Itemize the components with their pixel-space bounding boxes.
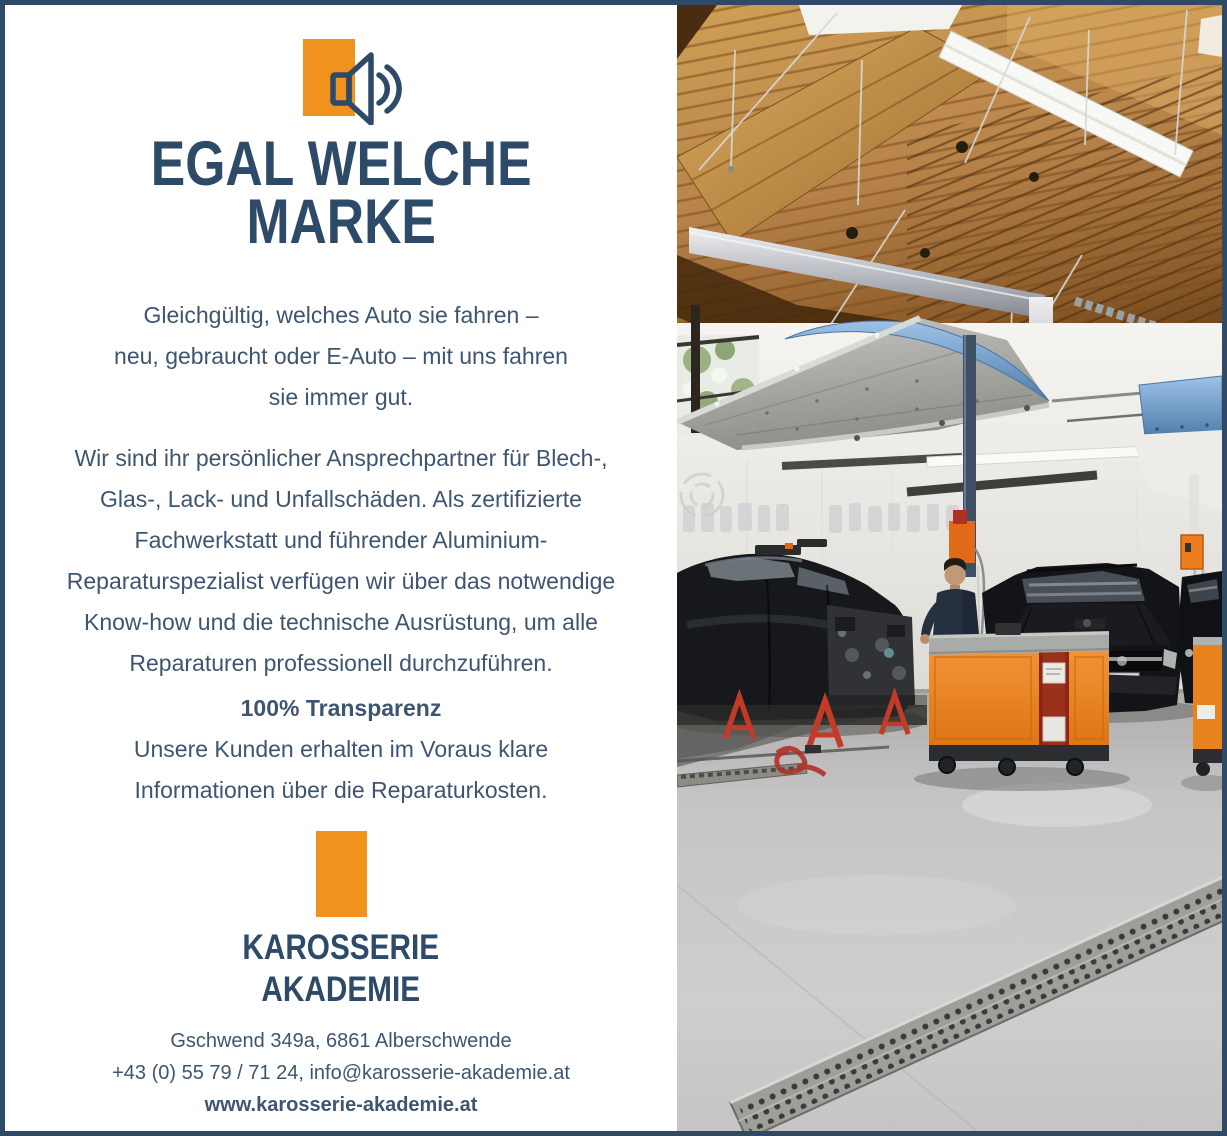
exposed-engine <box>827 605 915 711</box>
text-panel <box>5 5 677 1131</box>
logo-mark <box>316 831 367 917</box>
headline-line1: EGAL WELCHE <box>150 129 532 199</box>
brand-name <box>243 927 440 1011</box>
body-line: Glas-, Lack- und Unfallschäden. Als zertifizierte <box>100 486 582 512</box>
contact-block <box>112 1025 570 1121</box>
headline <box>150 129 532 257</box>
floor-part <box>805 745 821 753</box>
body-line: Know-how und die technische Ausrüstung, um alle <box>84 609 598 635</box>
speaker-icon <box>303 39 403 125</box>
body-line: Fachwerkstatt und führender Aluminium- <box>134 527 548 553</box>
body-line: Reparaturspezialist verfügen wir über das notwendige <box>66 568 616 594</box>
body-paragraph <box>67 438 615 684</box>
contact-website: www.karosserie-akademie.at <box>204 1094 478 1116</box>
body-line: Wir sind ihr persönlicher Ansprechpartner für Blech-, <box>74 445 608 471</box>
intro-line: Gleichgültig, welches Auto sie fahren – <box>143 302 539 328</box>
contact-phone-email: +43 (0) 55 79 / 71 24, info@karosserie-akademie.at <box>112 1062 570 1084</box>
contact-address: Gschwend 349a, 6861 Alberschwende <box>170 1030 512 1052</box>
intro-paragraph <box>114 295 568 418</box>
body-line: Reparaturen professionell durchzuführen. <box>129 650 553 676</box>
transparency-line: Informationen über die Reparaturkosten. <box>134 777 548 803</box>
headline-line2: MARKE <box>246 187 436 257</box>
intro-line: neu, gebraucht oder E-Auto – mit uns fahren <box>114 343 568 369</box>
lift-clamp <box>949 521 975 563</box>
intro-line: sie immer gut. <box>268 384 414 410</box>
rod-tip <box>728 166 734 172</box>
brand-line1: KAROSSERIE <box>242 928 440 967</box>
brand-line2: AKADEMIE <box>261 970 421 1009</box>
workshop-photo <box>677 5 1222 1131</box>
transparency-block <box>134 688 548 811</box>
transparency-line: Unsere Kunden erhalten im Voraus klare <box>133 736 549 762</box>
parts-on-cabinet <box>995 623 1021 635</box>
transparency-title: 100% Transparenz <box>240 695 442 721</box>
